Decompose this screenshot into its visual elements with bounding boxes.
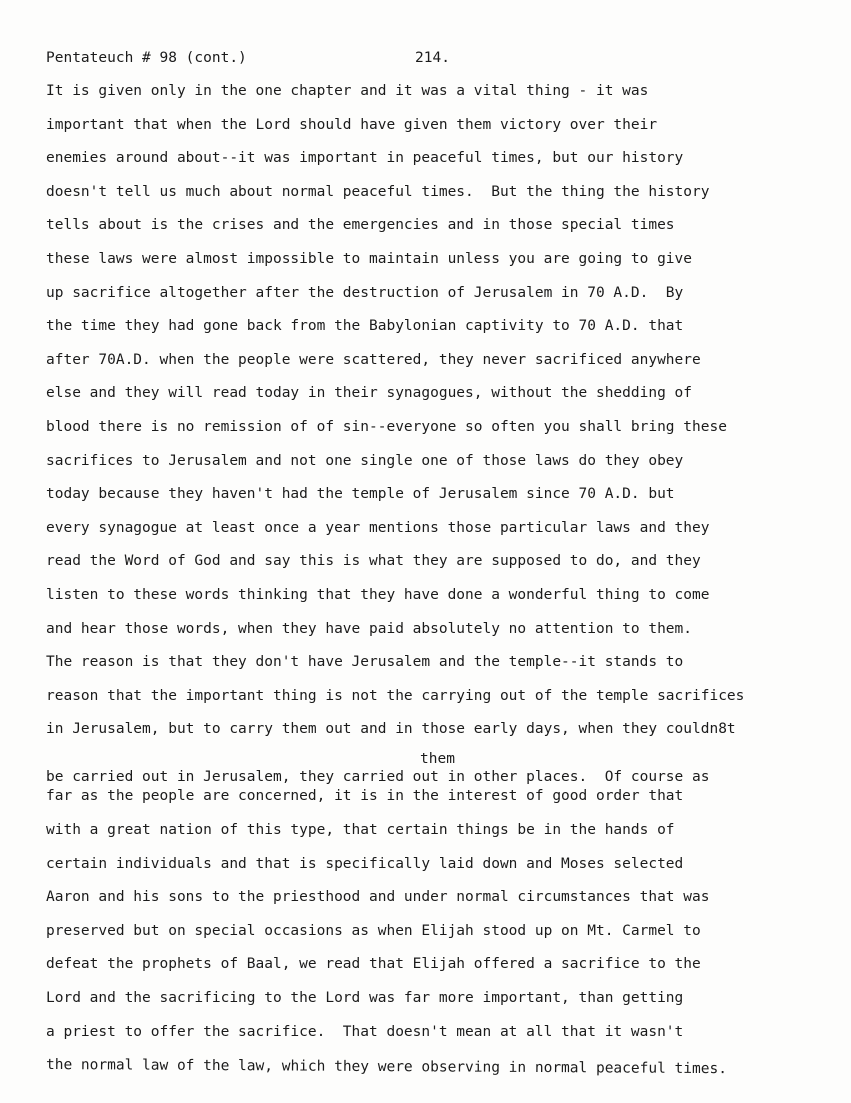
text-line: Lord and the sacrificing to the Lord was far more important, than getting bbox=[46, 990, 684, 1007]
text-line: reason that the important thing is not the carrying out of the temple sacrifices bbox=[46, 687, 745, 704]
text-line: enemies around about--it was important in peaceful times, but our history bbox=[46, 150, 684, 167]
inserted-word: them bbox=[420, 750, 455, 767]
text-line: else and they will read today in their synagogues, without the shedding of bbox=[46, 385, 693, 402]
text-line: the normal law of the law, which they were observing in normal peaceful times. bbox=[45, 1057, 727, 1078]
text-line: sacrifices to Jerusalem and not one single one of those laws do they obey bbox=[46, 452, 684, 469]
text-line: listen to these words thinking that they have done a wonderful thing to come bbox=[46, 586, 710, 603]
page-number: 214. bbox=[415, 50, 450, 66]
document-title: Pentateuch # 98 (cont.) bbox=[46, 50, 247, 66]
text-line: these laws were almost impossible to maintain unless you are going to give bbox=[46, 250, 693, 267]
text-line: in Jerusalem, but to carry them out and in those early days, when they couldn8t bbox=[46, 721, 736, 738]
text-line: after 70A.D. when the people were scattered, they never sacrificed anywhere bbox=[46, 351, 701, 368]
text-line: today because they haven't had the temple of Jerusalem since 70 A.D. but bbox=[46, 486, 675, 503]
text-line: It is given only in the one chapter and it was a vital thing - it was bbox=[46, 83, 649, 99]
text-line: The reason is that they don't have Jerusalem and the temple--it stands to bbox=[46, 654, 684, 671]
text-line: doesn't tell us much about normal peaceful times. But the thing the history bbox=[46, 183, 710, 200]
text-line: Aaron and his sons to the priesthood and under normal circumstances that was bbox=[46, 889, 710, 906]
text-line: a priest to offer the sacrifice. That doesn't mean at all that it wasn't bbox=[46, 1023, 684, 1040]
text-line: with a great nation of this type, that certain things be in the hands of bbox=[46, 822, 675, 839]
text-line: read the Word of God and say this is what they are supposed to do, and they bbox=[46, 553, 701, 570]
text-line: defeat the prophets of Baal, we read that Elijah offered a sacrifice to the bbox=[46, 956, 701, 973]
page-body bbox=[46, 80, 846, 1088]
text-line: the time they had gone back from the Babylonian captivity to 70 A.D. that bbox=[46, 318, 684, 335]
text-line: preserved but on special occasions as when Elijah stood up on Mt. Carmel to bbox=[46, 922, 701, 939]
text-line: tells about is the crises and the emergencies and in those special times bbox=[46, 217, 675, 234]
text-line: far as the people are concerned, it is in the interest of good order that bbox=[46, 788, 684, 805]
text-line-with-insertion bbox=[46, 752, 846, 786]
text-line: and hear those words, when they have paid absolutely no attention to them. bbox=[46, 620, 693, 637]
text-line: blood there is no remission of of sin--everyone so often you shall bring these bbox=[46, 418, 727, 435]
text-line: every synagogue at least once a year mentions those particular laws and they bbox=[46, 519, 710, 536]
page-header bbox=[46, 48, 806, 68]
text-line: up sacrifice altogether after the destruction of Jerusalem in 70 A.D. By bbox=[46, 284, 684, 301]
text-line: important that when the Lord should have given them victory over their bbox=[46, 116, 658, 133]
text-line: certain individuals and that is specifically laid down and Moses selected bbox=[46, 855, 684, 872]
text-line: be carried out in Jerusalem, they carried out in other places. Of course as bbox=[46, 768, 710, 785]
